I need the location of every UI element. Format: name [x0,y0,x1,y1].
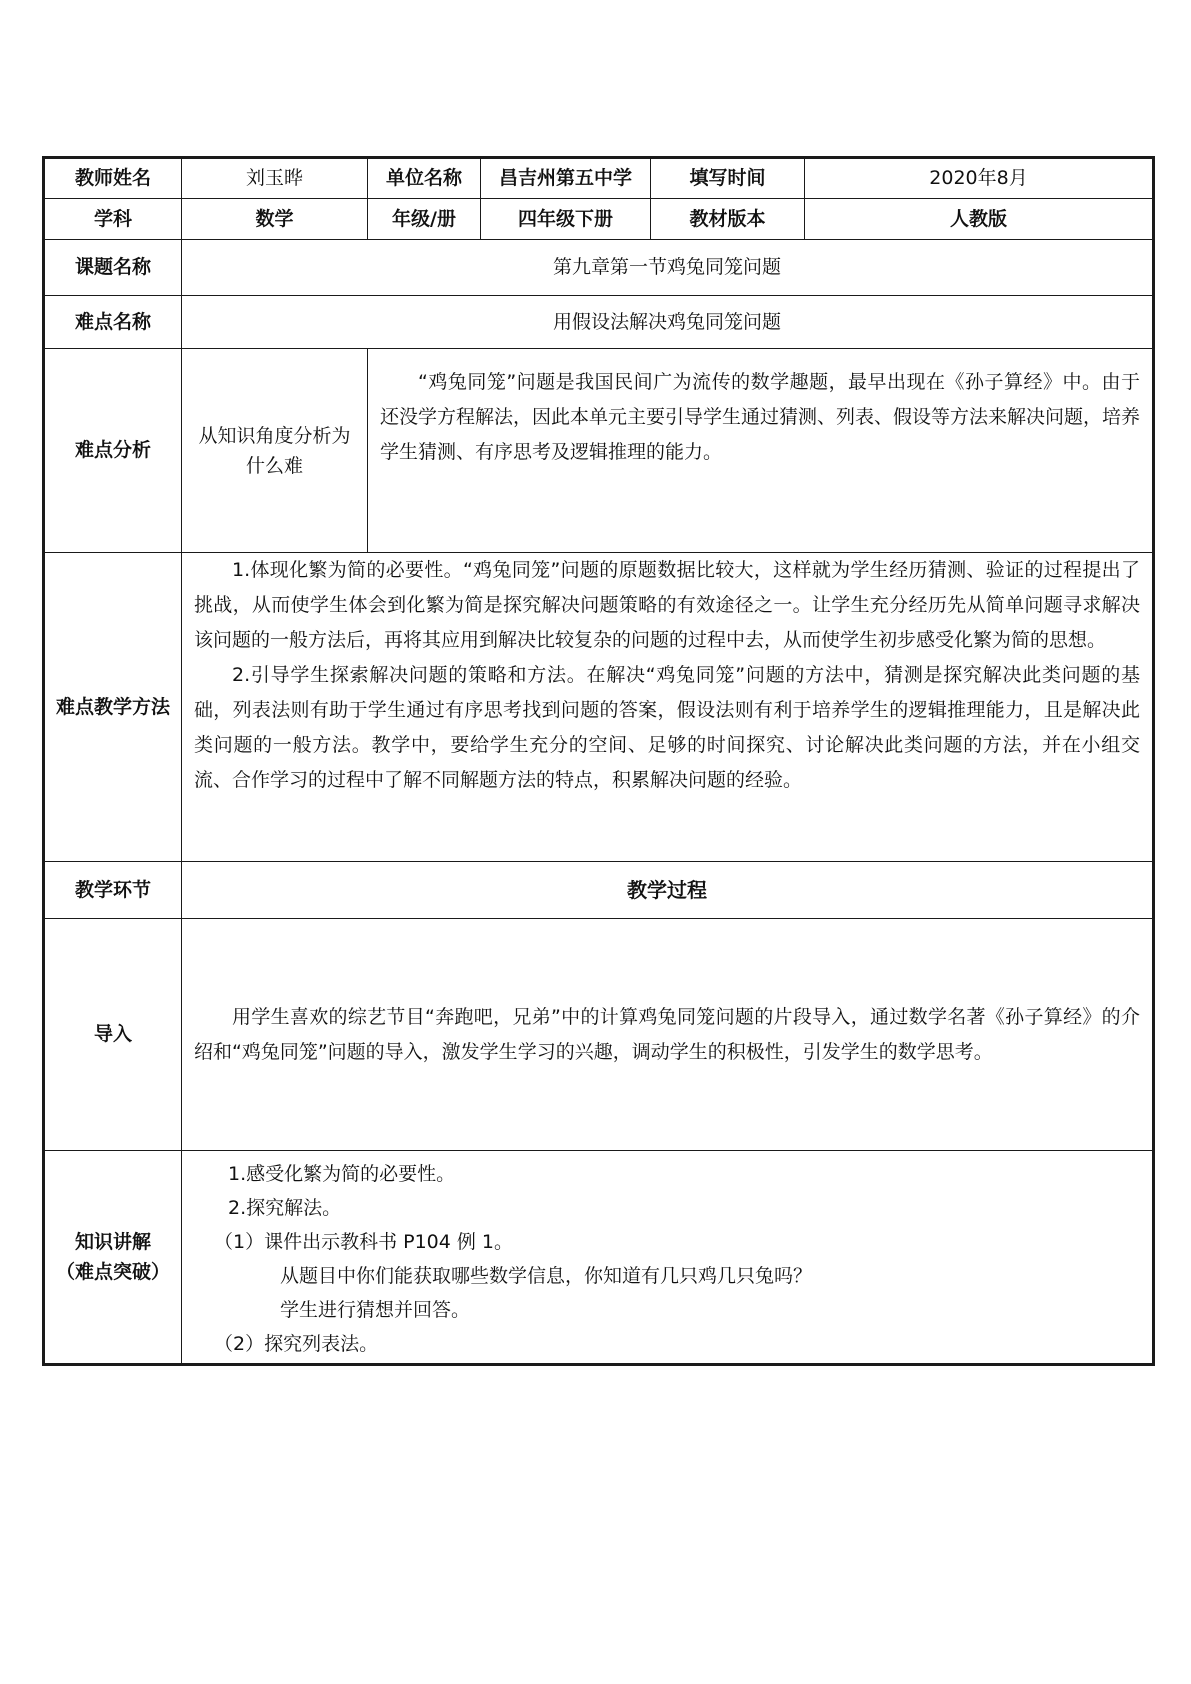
edition-value: 人教版 [805,199,1154,240]
analysis-sub-label: 从知识角度分析为什么难 [182,349,368,553]
method-row [44,553,1154,862]
explain-item: 从题目中你们能获取哪些数学信息，你知道有几只鸡几只兔吗？ [280,1265,813,1287]
method-paragraph-2: 2.引导学生探索解决问题的策略和方法。在解决“鸡兔同笼”问题的方法中，猜测是探究解决此类问题的基础，列表法则有助于学生通过有序思考找到问题的答案，假设法则有利于培养学生的逻辑推理能力，且是解决此类问题的一般方法。教学中，要给学生充分的空间、足够的时间探究、讨论解决此类问题的方法，并在小组交流、合作学习的过程中了解不同解题方法的特点，积累解决问题的经验。 [194,664,1140,791]
intro-cell [182,919,1154,1151]
grade-value: 四年级下册 [481,199,651,240]
explain-label-line-1: 知识讲解 [74,1231,151,1253]
explain-label-line-2: （难点突破） [55,1261,170,1283]
analysis-cell [368,349,1154,553]
explain-row [44,1151,1154,1365]
difficulty-label: 难点名称 [44,296,182,349]
lesson-plan-table [42,156,1155,1366]
unit-name-value: 昌吉州第五中学 [481,158,651,199]
difficulty-value: 用假设法解决鸡兔同笼问题 [182,296,1154,349]
grade-label: 年级/册 [368,199,481,240]
subject-value: 数学 [182,199,368,240]
explain-item: （1）课件出示教科书 P104 例 1。 [214,1231,514,1253]
topic-label: 课题名称 [44,240,182,296]
process-header-row [44,862,1154,919]
teacher-name-label: 教师姓名 [44,158,182,199]
explain-item: 2.探究解法。 [228,1197,342,1219]
topic-row [44,240,1154,296]
process-title: 教学过程 [182,862,1154,919]
header-row-2 [44,199,1154,240]
explain-cell [182,1151,1154,1365]
intro-row [44,919,1154,1151]
edition-label: 教材版本 [651,199,805,240]
analysis-text: “鸡兔同笼”问题是我国民间广为流传的数学趣题，最早出现在《孙子算经》中。由于还没学方程解法，因此本单元主要引导学生通过猜测、列表、假设等方法来解决问题，培养学生猜测、有序思考及逻辑推理的能力。 [380,371,1141,463]
analysis-row [44,349,1154,553]
method-label: 难点教学方法 [44,553,182,862]
subject-label: 学科 [44,199,182,240]
analysis-label: 难点分析 [44,349,182,553]
intro-label: 导入 [44,919,182,1151]
unit-name-label: 单位名称 [368,158,481,199]
fill-time-label: 填写时间 [651,158,805,199]
fill-time-value: 2020年8月 [805,158,1154,199]
topic-value: 第九章第一节鸡兔同笼问题 [182,240,1154,296]
explain-list [182,1151,1152,1363]
intro-text: 用学生喜欢的综艺节目“奔跑吧，兄弟”中的计算鸡兔同笼问题的片段导入，通过数学名著《孙子算经》的介绍和“鸡兔同笼”问题的导入，激发学生学习的兴趣，调动学生的积极性，引发学生的数学思考。 [194,1005,1140,1063]
teacher-name-value: 刘玉晔 [182,158,368,199]
method-paragraph-1: 1.体现化繁为简的必要性。“鸡兔同笼”问题的原题数据比较大，这样就为学生经历猜测、验证的过程提出了挑战，从而使学生体会到化繁为简是探究解决问题策略的有效途径之一。让学生充分经历先从简单问题寻求解决该问题的一般方法后，再将其应用到解决比较复杂的问题的过程中去，从而使学生初步感受化繁为简的思想。 [194,559,1140,651]
explain-item: （2）探究列表法。 [214,1333,379,1355]
header-row-1 [44,158,1154,199]
explain-label [44,1151,182,1365]
method-cell [182,553,1154,862]
explain-item: 1.感受化繁为简的必要性。 [228,1163,456,1185]
difficulty-row [44,296,1154,349]
explain-item: 学生进行猜想并回答。 [280,1299,471,1321]
process-step-label: 教学环节 [44,862,182,919]
